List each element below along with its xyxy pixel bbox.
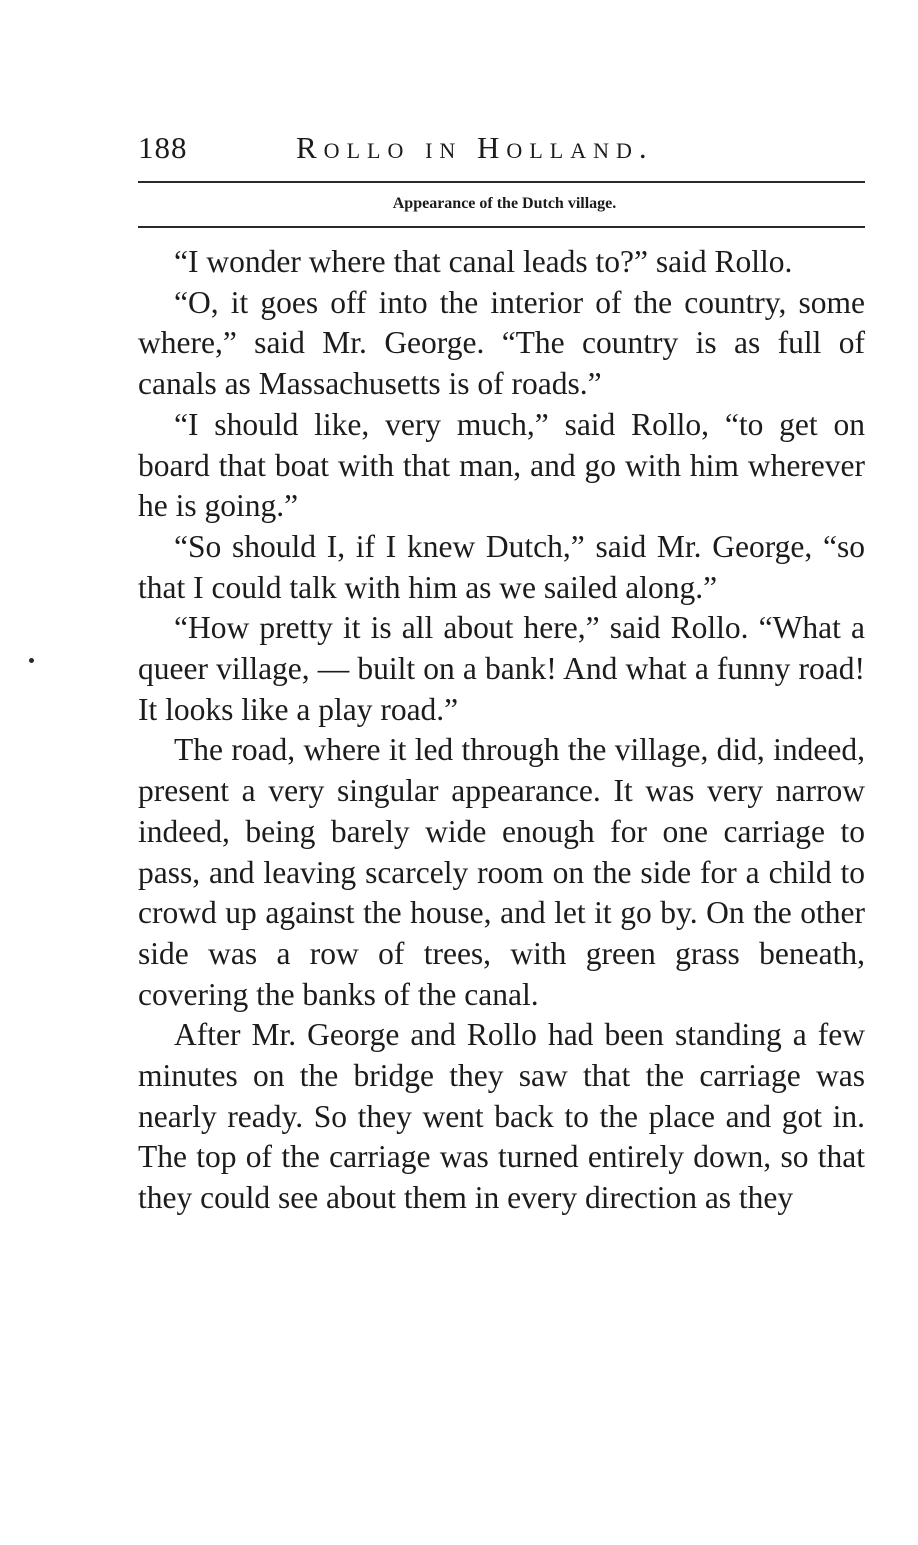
paragraph: The road, where it led through the village, did, indeed, present a very singular appearance. It was very narrow indeed, being barely wide enough for one carriage to pass, and leaving scarcely room on the side for a child to crowd up against the house, and let it go by. On the other side was a row of trees, with green grass beneath, covering the banks of the canal. bbox=[138, 732, 865, 1012]
running-head bbox=[138, 126, 866, 170]
paragraph: “So should I, if I knew Dutch,” said Mr. George, “so that I could talk with him as we sailed along.” bbox=[138, 528, 865, 605]
margin-speck bbox=[29, 658, 34, 663]
paragraph: “How pretty it is all about here,” said Rollo. “What a queer village, — built on a bank! And what a funny road! It looks like a play road.” bbox=[138, 610, 865, 727]
body-text bbox=[138, 242, 865, 1219]
header-rule-top bbox=[138, 181, 865, 183]
paragraph: “I wonder where that canal leads to?” said Rollo. bbox=[174, 244, 793, 279]
paragraph: After Mr. George and Rollo had been standing a few minutes on the bridge they saw that the carriage was nearly ready. So they went back to the place and got in. The top of the carriage was turned entirely down, so that they could see about them in every direction as they bbox=[138, 1017, 865, 1216]
section-heading: Appearance of the Dutch village. bbox=[392, 195, 617, 212]
header-rule-bottom bbox=[138, 226, 865, 228]
paragraph: “I should like, very much,” said Rollo, “to get on board that boat with that man, and go with him wherever he is going.” bbox=[138, 406, 865, 524]
paragraph: “O, it goes off into the interior of the country, some where,” said Mr. George. “The country is as full of canals as Massachusetts is of roads.” bbox=[138, 284, 865, 402]
page-number: 188 bbox=[138, 130, 188, 165]
book-title: Rollo in Holland. bbox=[296, 130, 654, 165]
